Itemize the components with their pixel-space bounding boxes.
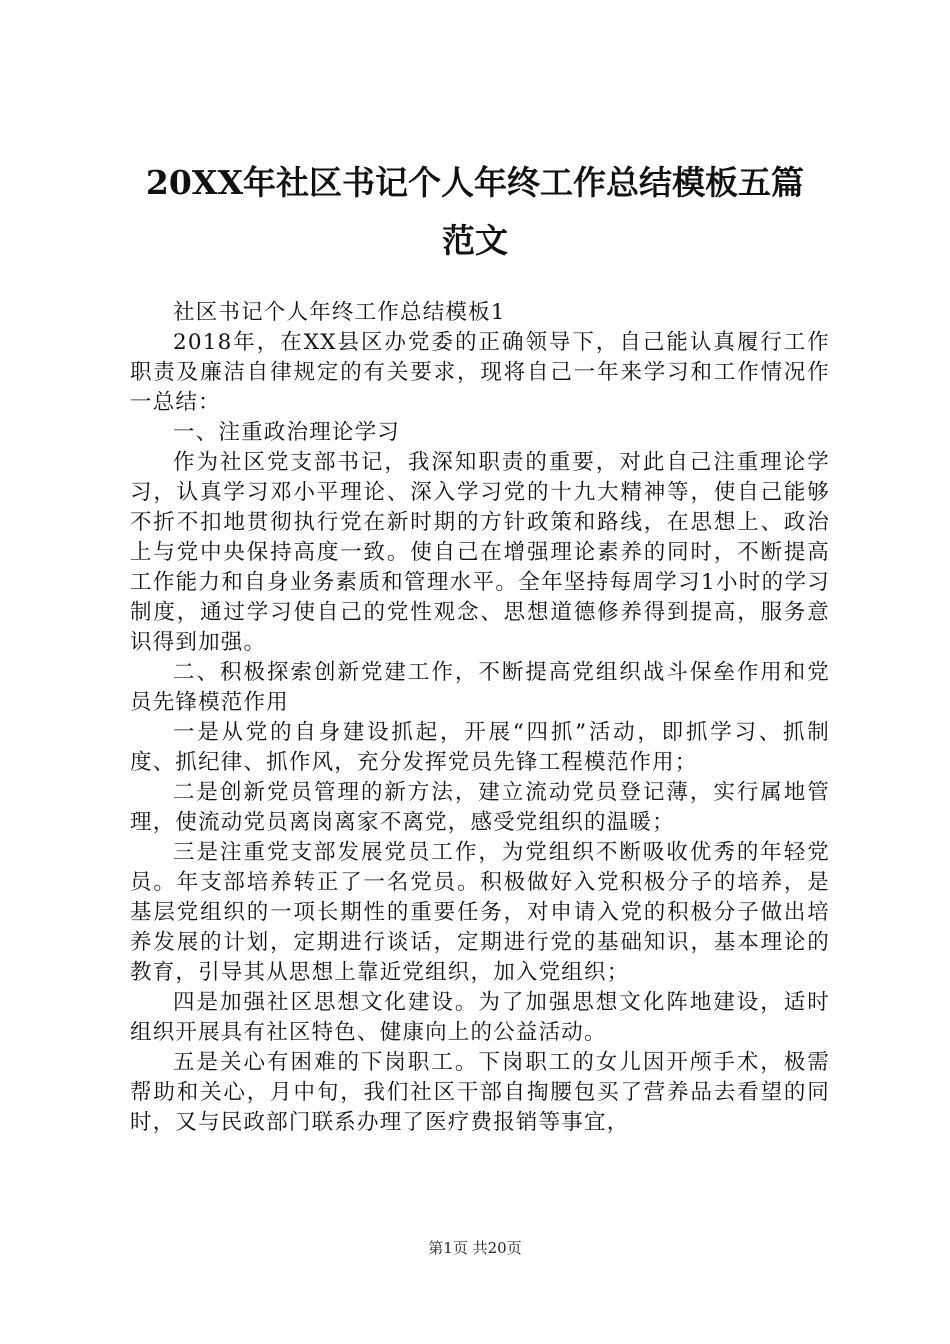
paragraph: 三是注重党支部发展党员工作，为党组织不断吸收优秀的年轻党员。年支部培养转正了一名党员。积极做好入党积极分子的培养，是基层党组织的一项长期性的重要任务，对申请入党的积极分子做出培养发展的计划，定期进行谈话，定期进行党的基础知识，基本理论的教育，引导其从思想上靠近党组织，加入党组织； [130,840,830,985]
paragraph: 作为社区党支部书记，我深知职责的重要，对此自己注重理论学习，认真学习邓小平理论、深入学习党的十九大精神等，使自己能够不折不扣地贯彻执行党在新时期的方针政策和路线，在思想上、政治上与党中央保持高度一致。使自己在增强理论素养的同时，不断提高工作能力和自身业务素质和管理水平。全年坚持每周学习1小时的学习制度，通过学习使自己的党性观念、思想道德修养得到提高，服务意识得到加强。 [130,450,830,655]
paragraph: 五是关心有困难的下岗职工。下岗职工的女儿因开颅手术，极需帮助和关心，月中旬，我们社区干部自掏腰包买了营养品去看望的同时，又与民政部门联系办理了医疗费报销等事宜， [130,1050,830,1135]
section-heading: 一、注重政治理论学习 [173,420,401,445]
section-heading: 社区书记个人年终工作总结模板1 [173,300,506,325]
document-title-line1: 20XX年社区书记个人年终工作总结模板五篇 [145,163,805,202]
paragraph: 一是从党的自身建设抓起，开展“四抓”活动，即抓学习、抓制度、抓纪律、抓作风，充分发挥党员先锋工程模范作用； [130,720,830,775]
paragraph: 2018年，在XX县区办党委的正确领导下，自己能认真履行工作职责及廉洁自律规定的有关要求，现将自己一年来学习和工作情况作一总结： [130,330,830,415]
paragraph: 四是加强社区思想文化建设。为了加强思想文化阵地建设，适时组织开展具有社区特色、健康向上的公益活动。 [130,990,830,1045]
document-body [130,298,830,1138]
section-heading: 二、积极探索创新党建工作，不断提高党组织战斗保垒作用和党员先锋模范作用 [130,660,830,715]
document-title-line2: 范文 [442,221,508,260]
paragraph: 二是创新党员管理的新方法，建立流动党员登记薄，实行属地管理，使流动党员离岗离家不离党，感受党组织的温暖； [130,780,830,835]
page-footer: 第1页 共20页 [428,1239,522,1257]
